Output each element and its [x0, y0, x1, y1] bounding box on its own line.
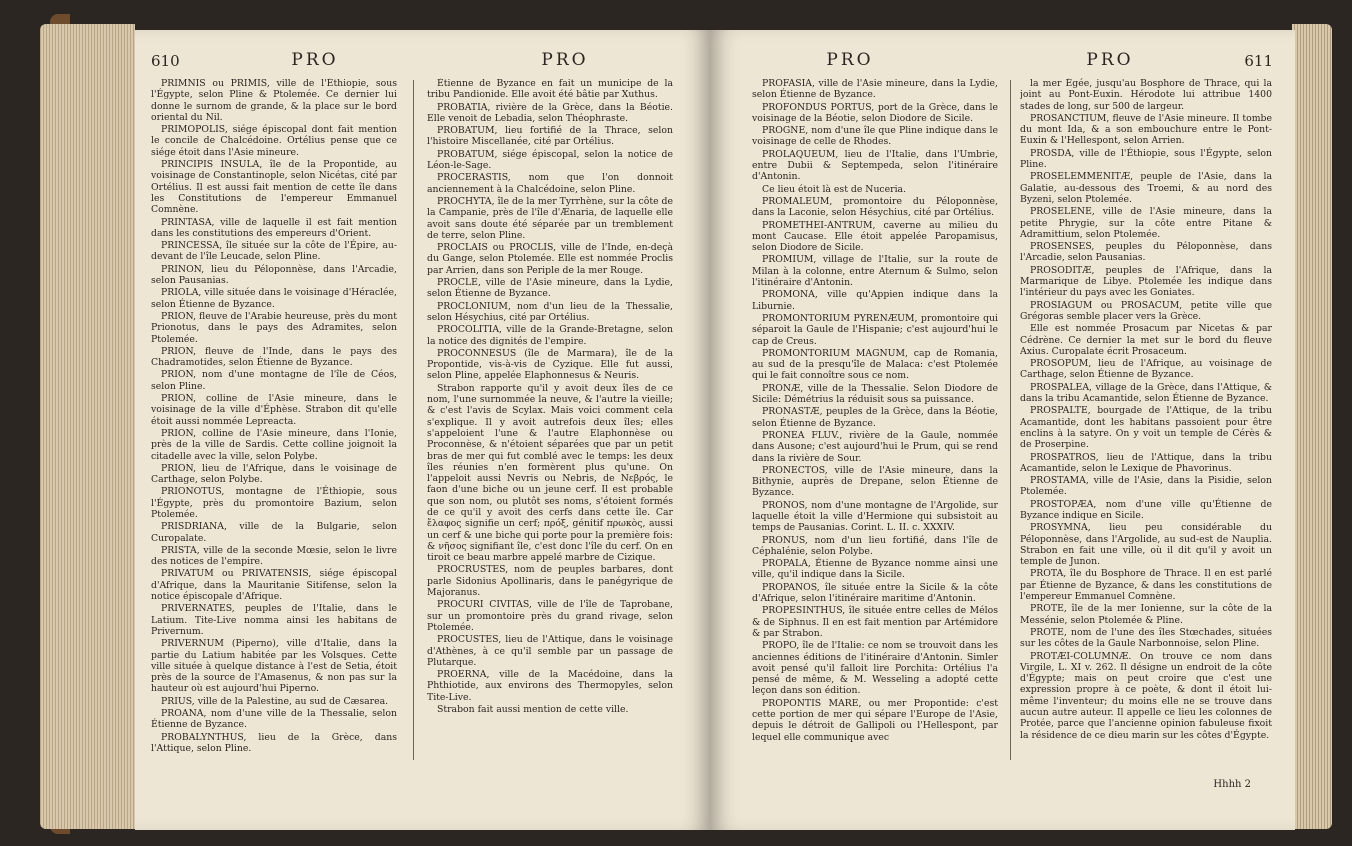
dictionary-entry: PRIONOTUS, montagne de l'Éthiopie, sous l'Égypte, près du promontoire Bazium, selon Ptolemée.: [151, 486, 397, 520]
dictionary-entry: PROSYMNA, lieu peu considérable du Péloponnèse, dans l'Argolide, au sud-est de Nauplia. Strabon en fait une ville, où il dit qu'il y avoit un temple de Junon.: [1020, 522, 1272, 568]
dictionary-entry: PRINCESSA, île située sur la côte de l'Épire, au-devant de l'île Leucade, selon Pline.: [151, 240, 397, 263]
dictionary-entry: Ce lieu étoit là est de Nuceria.: [762, 183, 907, 195]
dictionary-entry: PROFASIA, ville de l'Asie mineure, dans la Lydie, selon Étienne de Byzance.: [752, 78, 998, 101]
dictionary-entry: PROPONTIS MARE, ou mer Propontide: c'est cette portion de mer qui sépare l'Europe de l'Asie, depuis le détroit de Gallipoli ou l'Hellespont, par lequel elle communique avec: [752, 697, 998, 743]
dictionary-entry: PRISTA, ville de la seconde Mœsie, selon le livre des notices de l'empire.: [151, 544, 397, 568]
dictionary-entry: PROSPATROS, lieu de l'Attique, dans la tribu Acamantide, selon le Lexique de Phavorinus.: [1020, 451, 1272, 474]
dictionary-entry: PROCLE, ville de l'Asie mineure, dans la Lydie, selon Étienne de Byzance.: [427, 277, 673, 300]
running-head: PRO: [1086, 50, 1134, 70]
dictionary-entry: PROSPALEA, village de la Grèce, dans l'Attique, & dans la tribu Acamantide, selon Étienne de Byzance.: [1020, 381, 1272, 405]
dictionary-entry: PRIVATUM ou PRIVATENSIS, siége épiscopal d'Afrique, dans la Mauritanie Sitifense, selon la notice épiscopale d'Afrique.: [151, 568, 397, 603]
dictionary-entry: PRION, colline de l'Asie mineure, dans le voisinage de la ville d'Éphèse. Strabon dit qu'elle étoit aussi nommée Lepreacta.: [151, 393, 397, 427]
text-column-1: [151, 78, 397, 813]
dictionary-entry: PROSTAMA, ville de l'Asie, dans la Pisidie, selon Ptolemée.: [1020, 475, 1272, 498]
dictionary-entry: PROCLONIUM, nom d'un lieu de la Thessalie, selon Hésychius, cité par Ortélius.: [427, 300, 673, 323]
page-edges-right: [1292, 24, 1332, 829]
text-column-2: [427, 78, 673, 813]
dictionary-entry: PRONASTÆ, peuples de la Grèce, dans la Béotie, selon Étienne de Byzance.: [752, 406, 998, 429]
dictionary-entry: PROCUSTES, lieu de l'Attique, dans le voisinage d'Athènes, à ce qu'il semble par un passage de Plutarque.: [427, 634, 673, 668]
dictionary-entry: PROMIUM, village de l'Italie, sur la route de Milan à la colonne, entre Aternum & Sulmo, selon l'itinéraire d'Antonin.: [752, 254, 998, 289]
dictionary-entry: PROSODITÆ, peuples de l'Afrique, dans la Marmarique de Libye. Ptolemée les indique dans l'intérieur du pays avec les Goniates.: [1020, 264, 1272, 299]
dictionary-entry: PROMONA, ville qu'Appien indique dans la Liburnie.: [752, 289, 998, 312]
running-head: PRO: [826, 50, 874, 70]
dictionary-entry: PRINON, lieu du Péloponnèse, dans l'Arcadie, selon Pausanias.: [151, 263, 397, 287]
dictionary-entry: PRISDRIANA, ville de la Bulgarie, selon Curopalate.: [151, 521, 397, 544]
dictionary-entry: PROSIAGUM ou PROSACUM, petite ville que Grégoras semble placer vers la Grèce.: [1020, 299, 1272, 322]
dictionary-entry: PROCRUSTES, nom de peuples barbares, dont parle Sidonius Apollinaris, dans le panégyrique de Majoranus.: [427, 564, 673, 599]
dictionary-entry: PRIUS, ville de la Palestine, au sud de Cæsarea.: [161, 695, 389, 707]
dictionary-entry: PRIMOPOLIS, siége épiscopal dont fait mention le concile de Chalcédoine. Ortélius pense que ce siége étoit dans l'Asie mineure.: [151, 124, 397, 158]
dictionary-entry: Strabon rapporte qu'il y avoit deux îles de ce nom, l'une surnommée la neuve, & l'autre la vieille; & c'est l'avis de Scylax. Mais voici comment cela s'explique. Il y avoit autrefois deux îles; elles s'appeloient l'une & l'autre Elaphonnèse ou Proconnèse, & n'étoient séparées que par un petit bras de mer qui fut comblé avec le temps: les deux îles réunies n'en formèrent plus qu'une. On l'appeloit aussi Nevris ou Nebris, de Νεβρός, le faon d'une biche ou un jeune cerf. Il est probable que son nom, ou plutôt ses noms, s'étoient formés de ce qu'il y avoit des cerfs dans cette île. Car ἔλαφος signifie un cerf; πρόξ, génitif πρωκὸς, aussi un cerf & une biche qui porte pour la première fois: & νῆσος signifiant île, c'est donc l'île du cerf. On en tiroit ce beau marbre appelé marbre de Cizique.: [427, 382, 673, 564]
page-number: 610: [151, 52, 180, 70]
left-page-header: [135, 50, 710, 74]
dictionary-entry: PROMETHEI-ANTRUM, caverne au milieu du mont Caucase. Elle étoit appelée Paropamisus, selon Diodore de Sicile.: [752, 219, 998, 254]
dictionary-entry: PRONEA FLUV., rivière de la Gaule, nommée dans Ausone; c'est aujourd'hui le Prum, qui se rend dans la rivière de Sour.: [752, 429, 998, 464]
dictionary-entry: PROGNE, nom d'une île que Pline indique dans le voisinage de celle de Rhodes.: [752, 125, 998, 148]
dictionary-entry: PROSTOPÆA, nom d'une ville qu'Étienne de Byzance indique en Sicile.: [1020, 498, 1272, 521]
dictionary-entry: PRIMNIS ou PRIMIS, ville de l'Éthiopie, sous l'Égypte, selon Pline & Ptolemée. Ce dernier lui donne le surnom de grande, & la place sur le bord oriental du Nil.: [151, 78, 397, 123]
dictionary-entry: PROBATUM, lieu fortifié de la Thrace, selon l'histoire Miscellanée, cité par Ortélius.: [427, 125, 673, 148]
dictionary-entry: PRINTASA, ville de laquelle il est fait mention dans les constitutions des empereurs d'Orient.: [151, 216, 397, 239]
dictionary-entry: PROBATUM, siége épiscopal, selon la notice de Léon-le-Sage.: [427, 148, 673, 172]
dictionary-entry: PRION, lieu de l'Afrique, dans le voisinage de Carthage, selon Polybe.: [151, 462, 397, 486]
dictionary-entry: PRIVERNUM (Piperno), ville d'Italie, dans la partie du Latium habitée par les Volsques. Cette ville située à quelque distance à l'est de Setia, étoit près de la source de l'Amasenus, & non pas sur la hauteur où est aujourd'hui Piperno.: [151, 638, 397, 695]
dictionary-entry: PROSDA, ville de l'Éthiopie, sous l'Égypte, selon Pline.: [1020, 147, 1272, 171]
dictionary-entry: PROCURI CIVITAS, ville de l'île de Taprobane, sur un promontoire près du grand rivage, selon Ptolemée.: [427, 599, 673, 633]
dictionary-entry: PROTE, nom de l'une des îles Stœchades, situées sur les côtes de la Gaule Narbonnoise, selon Pline.: [1020, 626, 1272, 650]
right-page-header: [710, 50, 1295, 74]
dictionary-entry: PRINCIPIS INSULA, île de la Propontide, au voisinage de Constantinople, selon Nicétas, cité par Ortélius. Il est aussi fait mention de cette île dans les Constitutions de l'empereur Emmanuel Comnène.: [151, 159, 397, 216]
dictionary-entry: PROMONTORIUM PYRENÆUM, promontoire qui séparoit la Gaule de l'Hispanie; c'est aujourd'hui le cap de Creus.: [752, 312, 998, 347]
dictionary-entry: PROSELENE, ville de l'Asie mineure, dans la petite Phrygie, sur la côte entre Pitane & Adramittium, selon Ptolemée.: [1020, 206, 1272, 240]
dictionary-entry: PROPO, île de l'Italie: ce nom se trouvoit dans les anciennes éditions de l'itinéraire d'Antonin. Simler avoit pensé qu'il falloit lire Porchita: Ortélius l'a pensé de même, & M. Wesseling a adopté cette leçon dans son édition.: [752, 640, 998, 697]
page-edges-left: [40, 24, 135, 829]
column-rule: [413, 80, 414, 760]
dictionary-entry: PROPANOS, île située entre la Sicile & la côte d'Afrique, selon l'itinéraire maritime d'Antonin.: [752, 581, 998, 605]
dictionary-entry: PRIVERNATES, peuples de l'Italie, dans le Latium. Tite-Live nomma ainsi les habitans de Privernum.: [151, 603, 397, 637]
dictionary-entry: PROFONDUS PORTUS, port de la Grèce, dans le voisinage de la Béotie, selon Diodore de Sicile.: [752, 101, 998, 124]
dictionary-entry: PRION, colline de l'Asie mineure, dans l'Ionie, près de la ville de Sardis. Cette colline joignoit la citadelle avec la ville, selon Polybe.: [151, 427, 397, 462]
running-head: PRO: [541, 50, 589, 70]
dictionary-entry: PROPESINTHUS, île située entre celles de Mélos & de Siphnus. Il en est fait mention par Artémidore & par Strabon.: [752, 605, 998, 639]
dictionary-entry: PRONOS, nom d'une montagne de l'Argolide, sur laquelle étoit la ville d'Hermione qui subsistoit au temps de Pausanias. Corint. L. II. c. XXXIV.: [752, 499, 998, 534]
dictionary-entry: PRION, fleuve de l'Arabie heureuse, près du mont Prionotus, dans le pays des Adramites, selon Ptolemée.: [151, 310, 397, 345]
dictionary-entry: PROSANCTIUM, fleuve de l'Asie mineure. Il tombe du mont Ida, & a son embouchure entre le Pont-Euxin & l'Hellespont, selon Arrien.: [1020, 112, 1272, 147]
dictionary-entry: Elle est nommée Prosacum par Nicetas & par Cédrène. Ce dernier la met sur le bord du fleuve Axius. Curopalate écrit Prosaceum.: [1020, 323, 1272, 357]
dictionary-entry: PRONECTOS, ville de l'Asie mineure, dans la Bithynie, auprès de Drepane, selon Étienne de Byzance.: [752, 464, 998, 499]
dictionary-entry: PRIOLA, ville située dans le voisinage d'Héraclée, selon Étienne de Byzance.: [151, 287, 397, 310]
dictionary-entry: PROPALA, Étienne de Byzance nomme ainsi une ville, qu'il indique dans la Sicile.: [752, 558, 998, 581]
page-number: 611: [1244, 52, 1273, 70]
dictionary-entry: PROCOLITIA, ville de la Grande-Bretagne, selon la notice des dignités de l'empire.: [427, 324, 673, 347]
dictionary-entry: PROBALYNTHUS, lieu de la Grèce, dans l'Attique, selon Pline.: [151, 731, 397, 754]
dictionary-entry: Strabon fait aussi mention de cette ville.: [437, 704, 629, 716]
dictionary-entry: PROLAQUEUM, lieu de l'Italie, dans l'Umbrie, entre Dubii & Septempeda, selon l'itinéraire d'Antonin.: [752, 148, 998, 183]
dictionary-entry: Étienne de Byzance en fait un municipe de la tribu Pandionide. Elle avoit été bâtie par Xuthus.: [427, 78, 673, 101]
dictionary-entry: PROMALEUM, promontoire du Péloponnèse, dans la Laconie, selon Hésychius, cité par Ortélius.: [752, 195, 998, 219]
dictionary-entry: PROCERASTIS, nom que l'on donnoit anciennement à la Chalcédoine, selon Pline.: [427, 172, 673, 195]
dictionary-entry: PRONÆ, ville de la Thessalie. Selon Diodore de Sicile: Démétrius la réduisit sous sa puissance.: [752, 382, 998, 406]
dictionary-entry: PROCHYTA, île de la mer Tyrrhène, sur la côte de la Campanie, près de l'île d'Ænaria, de laquelle elle avoit sans doute été séparée par un tremblement de terre, selon Pline.: [427, 195, 673, 241]
dictionary-entry: PROSPALTE, bourgade de l'Attique, de la tribu Acamantide, dont les habitans passoient pour être enclins à la satyre. On y voit un temple de Cérès & de Proserpine.: [1020, 405, 1272, 451]
right-page: [710, 30, 1295, 830]
dictionary-entry: PRONUS, nom d'un lieu fortifié, dans l'île de Céphalénie, selon Polybe.: [752, 534, 998, 557]
dictionary-entry: PROSELEMMENITÆ, peuple de l'Asie, dans la Galatie, au-dessous des Troemi, & au nord des Byzeni, selon Ptolemée.: [1020, 171, 1272, 205]
dictionary-entry: PRION, nom d'une montagne de l'île de Céos, selon Pline.: [151, 369, 397, 392]
left-page: [135, 30, 710, 830]
dictionary-entry: PROSOPUM, lieu de l'Afrique, au voisinage de Carthage, selon Étienne de Byzance.: [1020, 358, 1272, 381]
dictionary-entry: PROSENSES, peuples du Péloponnèse, dans l'Arcadie, selon Pausanias.: [1020, 241, 1272, 264]
dictionary-entry: PROMONTORIUM MAGNUM, cap de Romania, au sud de la presqu'île de Malaca: c'est Ptolemée qui le fait connoître sous ce nom.: [752, 347, 998, 382]
dictionary-entry: PRION, fleuve de l'Inde, dans le pays des Chadramotides, selon Étienne de Byzance.: [151, 345, 397, 369]
dictionary-entry: PROERNA, ville de la Macédoine, dans la Phthiotide, aux environs des Thermopyles, selon Tite-Live.: [427, 669, 673, 703]
dictionary-entry: la mer Égée, jusqu'au Bosphore de Thrace, qui la joint au Pont-Euxin. Hérodote lui attribue 1400 stades de long, sur 500 de largeur.: [1020, 78, 1272, 112]
dictionary-entry: PROANA, nom d'une ville de la Thessalie, selon Étienne de Byzance.: [151, 708, 397, 731]
dictionary-entry: PROTA, île du Bosphore de Thrace. Il en est parlé par Étienne de Byzance, & dans les constitutions de l'empereur Emmanuel Comnène.: [1020, 568, 1272, 603]
signature-mark: Hhhh 2: [1213, 779, 1251, 790]
dictionary-entry: PROCONNESUS (île de Marmara), île de la Propontide, vis-à-vis de Cyzique. Elle fut aussi, selon Pline, appelée Elaphonnesus & Neuris.: [427, 347, 673, 382]
dictionary-entry: PROTÆI-COLUMNÆ. On trouve ce nom dans Virgile, L. XI v. 262. Il désigne un endroit de la côte d'Égypte; mais on peut croire que c'est une expression propre à ce poète, & dont il étoit lui-même l'inventeur; du moins elle ne se trouve dans aucun autre auteur. Il appelle ce lieu les colonnes de Protée, parce que l'ancienne opinion fabuleuse fixoit la résidence de ce dieu marin sur les côtes d'Égypte.: [1020, 650, 1272, 741]
text-column-2: [1020, 78, 1272, 813]
dictionary-entry: PROTE, île de la mer Ionienne, sur la côte de la Messénie, selon Ptolemée & Pline.: [1020, 603, 1272, 626]
dictionary-entry: PROBATIA, rivière de la Grèce, dans la Béotie. Elle venoit de Lebadia, selon Théophraste.: [427, 101, 673, 124]
dictionary-entry: PROCLAIS ou PROCLIS, ville de l'Inde, en-deçà du Gange, selon Ptolemée. Elle est nommée Proclis par Arrien, dans son Periple de la mer Rouge.: [427, 242, 673, 276]
running-head: PRO: [291, 50, 339, 70]
open-book: [40, 14, 1332, 834]
text-column-1: [752, 78, 998, 813]
column-rule: [1010, 80, 1011, 760]
